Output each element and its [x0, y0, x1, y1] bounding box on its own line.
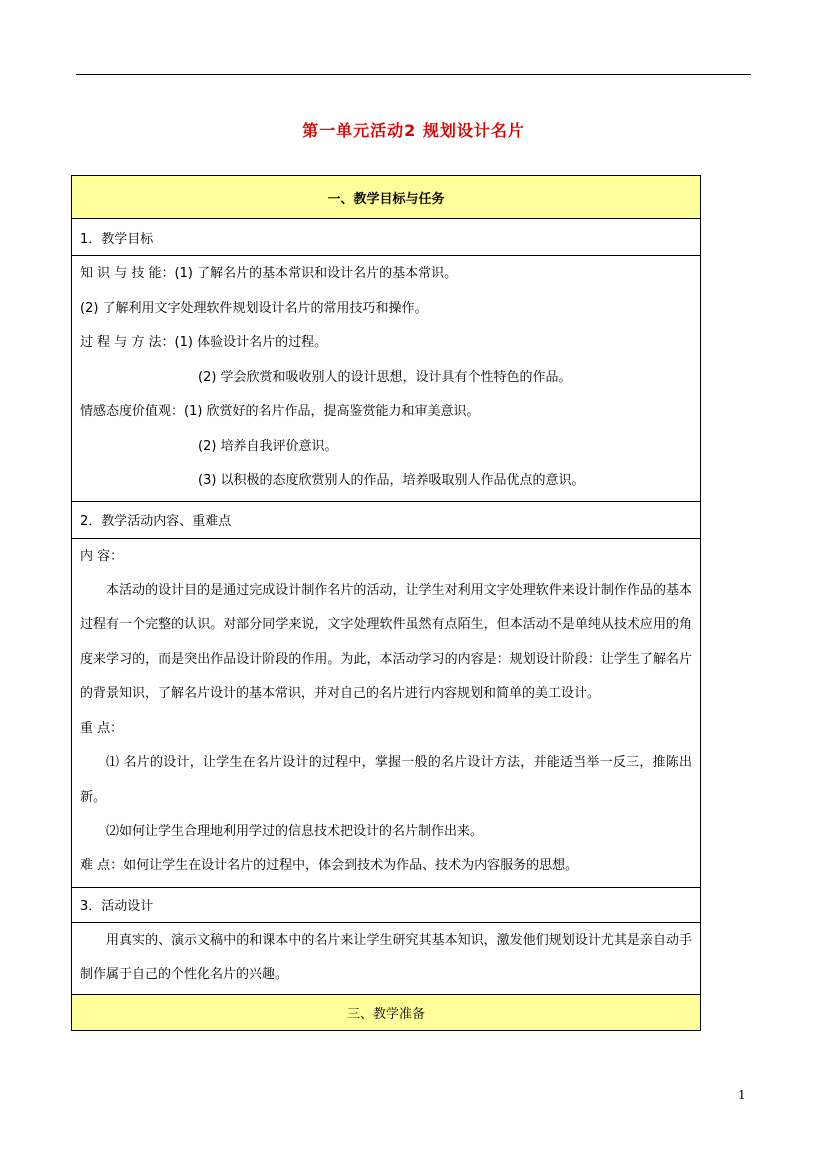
key-point-1: ⑴ 名片的设计，让学生在名片设计的过程中，掌握一般的名片设计方法，并能适当举一反三，推陈出新。 — [80, 755, 692, 805]
section-header-goals: 一、教学目标与任务 — [72, 176, 701, 219]
subsection-title-content: 2．教学活动内容、重难点 — [72, 501, 701, 538]
document-title: 第一单元活动2 规划设计名片 — [302, 121, 525, 140]
goal-process-2: (2) 学会欣赏和吸收别人的设计思想，设计具有个性特色的作品。 — [198, 369, 572, 385]
table-row — [72, 219, 701, 256]
table-row — [72, 922, 701, 994]
subsection-title-design: 3．活动设计 — [72, 887, 701, 922]
design-cell — [72, 922, 701, 994]
section-header-row — [72, 994, 701, 1030]
goal-emotion-3: (3) 以积极的态度欣赏别人的作品，培养吸取别人作品优点的意识。 — [198, 473, 585, 488]
section-header-row — [72, 176, 701, 219]
content-label: 内 容： — [80, 548, 124, 564]
page-number: 1 — [738, 1088, 746, 1102]
content-paragraph: 本活动的设计目的是通过完成设计制作名片的活动，让学生对利用文字处理软件来设计制作作品的基本过程有一个完整的认识。对部分同学来说，文字处理软件虽然有点陌生，但本活动不是单纯从技术应用的角度来学习的，而是突出作品设计阶段的作用。为此，本活动学习的内容是：规划设计阶段：让学生了解名片的背景知识，了解名片设计的基本常识，并对自己的名片进行内容规划和简单的美工设计。 — [80, 583, 692, 702]
goal-knowledge: 知 识 与 技 能：(1) 了解名片的基本常识和设计名片的基本常识。 — [80, 266, 458, 281]
subsection-title-goals: 1．教学目标 — [72, 219, 701, 256]
table-row — [72, 501, 701, 538]
section-header-preparation: 三、教学准备 — [72, 994, 701, 1030]
goal-process: 过 程 与 方 法：(1) 体验设计名片的过程。 — [80, 335, 328, 350]
goal-emotion-2: (2) 培养自我评价意识。 — [198, 438, 338, 454]
table-row — [72, 538, 701, 887]
content-cell — [72, 538, 701, 887]
lesson-plan-table — [71, 175, 701, 1031]
goal-knowledge-2: (2) 了解利用文字处理软件规划设计名片的常用技巧和操作。 — [80, 300, 428, 316]
design-paragraph: 用真实的、演示文稿中的和课本中的名片来让学生研究其基本知识，激发他们规划设计尤其是亲自动手制作属于自己的个性化名片的兴趣。 — [80, 932, 692, 983]
goal-emotion: 情感态度价值观：(1) 欣赏好的名片作品，提高鉴赏能力和审美意识。 — [80, 404, 480, 419]
table-row — [72, 256, 701, 502]
header-rule — [76, 74, 751, 75]
difficulty: 难 点：如何让学生在设计名片的过程中，体会到技术为作品、技术为内容服务的思想。 — [80, 858, 579, 874]
table-row — [72, 887, 701, 922]
goals-cell — [72, 256, 701, 502]
key-points-label: 重 点： — [80, 720, 124, 736]
key-point-2: ⑵如何让学生合理地利用学过的信息技术把设计的名片制作出来。 — [106, 823, 484, 839]
